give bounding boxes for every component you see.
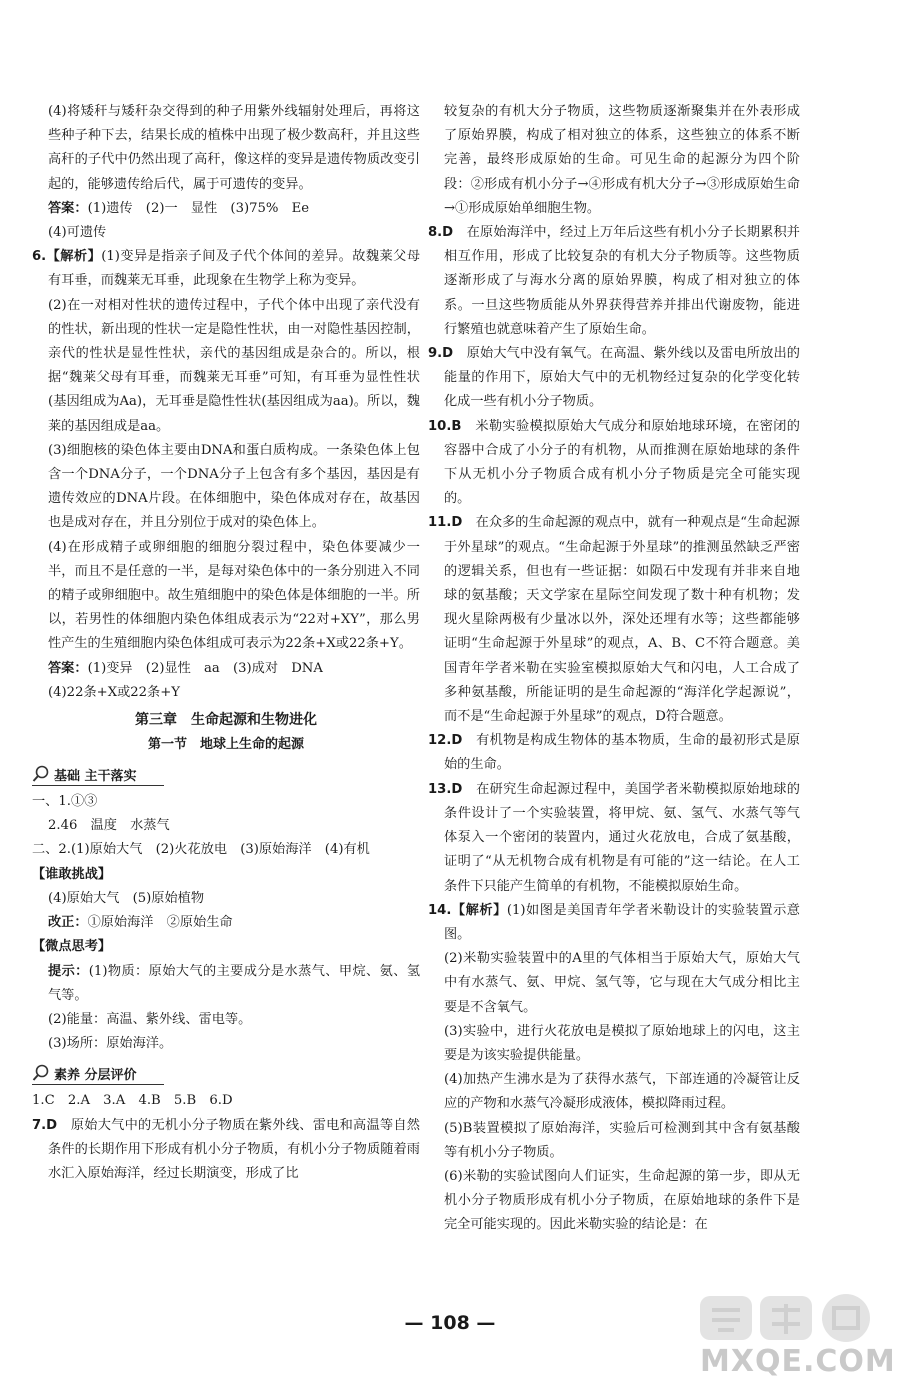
paragraph-text: 较复杂的有机大分子物质，这些物质逐渐聚集并在外表形成了原始界膜，构成了相对独立的体系，这些独立的体系不断完善，最终形成原始的生命。可见生命的起源分为四个阶段：②形成有机小分子→④形成有机大分子→③形成原始生命→①形成原始单细胞生物。 <box>444 104 800 216</box>
paragraph <box>428 1068 800 1116</box>
question-label: 8.D <box>428 225 454 241</box>
paragraph <box>32 681 420 705</box>
paragraph <box>428 511 800 729</box>
paragraph <box>428 778 800 899</box>
paragraph-text: 米勒实验模拟原始大气成分和原始地球环境，在密闭的容器中合成了小分子的有机物，从而推测在原始地球的条件下从无机小分子物质合成有机小分子物质是完全可能实现的。 <box>444 418 800 507</box>
paragraph-text: (4)22条+X或22条+Y <box>48 684 180 700</box>
question-label: 11.D <box>428 515 463 531</box>
magnifier-icon <box>32 765 50 783</box>
section-bar-title: 基础 主干落实 <box>54 768 137 784</box>
paragraph <box>428 342 800 415</box>
paragraph <box>32 197 420 221</box>
section-marker: 【谁敢挑战】 <box>32 866 112 882</box>
section-bar <box>32 1062 164 1085</box>
paragraph-text: (4)将矮秆与矮秆杂交得到的种子用紫外线辐射处理后，再将这些种子种下去，结果长成的植株中出现了极少数高秆，并且这些高秆的子代中仍然出现了高秆，像这样的变异是遗传物质改变引起的，能够遗传给后代，属于可遗传的变异。 <box>48 104 420 192</box>
left-column <box>32 100 420 1186</box>
paragraph <box>32 221 420 245</box>
paragraph-text: 二、2.(1)原始大气 (2)火花放电 (3)原始海洋 (4)有机 <box>32 842 370 858</box>
section-bar-title: 素养 分层评价 <box>54 1067 137 1083</box>
watermark-logo-icon <box>698 1290 888 1346</box>
paragraph-text: (3)实验中，进行火花放电是模拟了原始地球上的闪电，这主要是为该实验提供能量。 <box>444 1023 800 1063</box>
question-label: 14.【解析】 <box>428 902 507 918</box>
question-label: 答案： <box>48 200 88 216</box>
paragraph-text: (5)B装置模拟了原始海洋，实验后可检测到其中含有氨基酸等有机小分子物质。 <box>444 1120 800 1160</box>
chapter-title: 第三章 生命起源和生物进化 <box>135 712 317 729</box>
paragraph-text: (4)可遗传 <box>48 225 107 241</box>
question-label: 13.D <box>428 781 463 797</box>
paragraph-text: (1)遗传 (2)一 显性 (3)75% Ee <box>87 200 310 216</box>
paragraph <box>32 100 420 197</box>
paragraph <box>428 1117 800 1165</box>
paragraph-text: (1)如图是美国青年学者米勒设计的实验装置示意图。 <box>444 902 800 942</box>
paragraph-text: (1)物质：原始大气的主要成分是水蒸气、甲烷、氨、氢气等。 <box>48 963 421 1003</box>
paragraph-text: 在研究生命起源过程中，美国学者米勒模拟原始地球的条件设计了一个实验装置，将甲烷、氨、氢气、水蒸气等气体泵入一个密闭的装置内，通过火花放电，合成了氨基酸，证明了“从无机物合成有机物是有可能的”这一结论。在人工条件下只能产生简单的有机物，不能模拟原始生命。 <box>444 781 800 894</box>
question-label: 10.B <box>428 418 462 434</box>
paragraph <box>32 814 420 838</box>
section-marker: 【微点思考】 <box>32 939 112 955</box>
paragraph-text: (1)变异是指亲子间及子代个体间的差异。故魏莱父母有耳垂，而魏莱无耳垂，此现象在生物学上称为变异。 <box>48 249 421 289</box>
paragraph <box>428 899 800 947</box>
question-label: 改正： <box>48 915 88 931</box>
right-column <box>428 100 800 1238</box>
paragraph-text: (6)米勒的实验试图向人们证实，生命起源的第一步，即从无机小分子物质形成有机小分子物质，在原始地球的条件下是完全可能实现的。因此米勒实验的结论是：在 <box>444 1168 800 1233</box>
paragraph <box>428 947 800 1020</box>
paragraph <box>32 887 420 911</box>
paragraph-text: (4)在形成精子或卵细胞的细胞分裂过程中，染色体要减少一半，而且不是任意的一半，是每对染色体中的一条分别进入不同的精子或卵细胞中。故生殖细胞中的染色体是体细胞的一半。所以，若男性的体细胞内染色体组成表示为“22对+XY”，那么男性产生的生殖细胞内染色体组成可表示为22条+X或22条+Y。 <box>48 539 420 652</box>
question-label: 6.【解析】 <box>32 249 102 265</box>
paragraph <box>428 1020 800 1068</box>
paragraph <box>32 657 420 681</box>
paragraph-text: (2)米勒实验装置中的A里的气体相当于原始大气，原始大气中有水蒸气、氨、甲烷、氢气等，它与现在大气成分相比主要是不含氧气。 <box>444 951 800 1015</box>
paragraph <box>32 245 420 293</box>
paragraph <box>32 863 420 887</box>
paragraph <box>428 1165 800 1238</box>
question-label: 12.D <box>428 733 463 749</box>
section-bar <box>32 763 164 786</box>
paragraph <box>32 935 420 959</box>
paragraph-text: 原始大气中没有氧气。在高温、紫外线以及雷电所放出的能量的作用下，原始大气中的无机物经过复杂的化学变化转化成一些有机小分子物质。 <box>444 346 800 410</box>
paragraph-text: (2)在一对相对性状的遗传过程中，子代个体中出现了亲代没有的性状，新出现的性状一定是隐性性状，由一对隐性基因控制，亲代的性状是显性性状，亲代的基因组成是杂合的。所以，根据“魏莱父母有耳垂，而魏莱无耳垂”可知，有耳垂为显性性状(基因组成为Aa)，无耳垂是隐性性状(基因组成为aa)。所以，魏莱的基因组成是aa。 <box>48 297 420 434</box>
paragraph <box>428 221 800 342</box>
paragraph <box>32 1089 420 1113</box>
paragraph <box>32 911 420 935</box>
paragraph-text: 有机物是构成生物体的基本物质，生命的最初形式是原始的生命。 <box>444 733 800 773</box>
paragraph <box>32 838 420 862</box>
paragraph-text: (3)场所：原始海洋。 <box>48 1036 173 1052</box>
paragraph-text: 在众多的生命起源的观点中，就有一种观点是“生命起源于外星球”的观点。“生命起源于外星球”的推测虽然缺乏严密的逻辑关系，但也有一些证据：如陨石中发现有并非来自地球的氨基酸；天文学家在星际空间发现了数十种有机物；发现火星除两极有少量冰以外，深处还埋有水等；这些都能够证明“生命起源于外星球”的观点，A、B、C不符合题意。美国青年学者米勒在实验室模拟原始大气和闪电，人工合成了多种氨基酸，所能证明的是生命起源的“海洋化学起源说”，而不是“生命起源于外星球”的观点，D符合题意。 <box>444 515 800 725</box>
magnifier-icon <box>32 1064 50 1082</box>
paragraph-text: 在原始海洋中，经过上万年后这些有机小分子长期累积并相互作用，形成了比较复杂的有机大分子物质等。这些物质逐渐形成了与海水分离的原始界膜，构成了相对独立的体系。一旦这些物质能从外界获得营养并排出代谢废物，能进行繁殖也就意味着产生了原始生命。 <box>444 225 800 337</box>
paragraph-text: ①原始海洋 ②原始生命 <box>87 915 233 931</box>
paragraph <box>32 536 420 657</box>
page-number: — 108 — <box>404 1312 496 1334</box>
paragraph <box>32 439 420 536</box>
paragraph <box>32 1032 420 1056</box>
watermark <box>694 1290 894 1386</box>
paragraph <box>32 1008 420 1032</box>
paragraph-text: (3)细胞核的染色体主要由DNA和蛋白质构成。一条染色体上包含一个DNA分子，一个DNA分子上包含有多个基因，基因是有遗传效应的DNA片段。在体细胞中，染色体成对存在，故基因也是成对存在，并且分别位于成对的染色体上。 <box>48 442 420 531</box>
paragraph-text: (1)变异 (2)显性 aa (3)成对 DNA <box>87 660 323 676</box>
paragraph-text: (2)能量：高温、紫外线、雷电等。 <box>48 1011 252 1027</box>
paragraph <box>32 790 420 814</box>
paragraph <box>428 729 800 777</box>
paragraph <box>32 1114 420 1187</box>
paragraph-text: 1.C 2.A 3.A 4.B 5.B 6.D <box>32 1093 233 1109</box>
question-label: 提示： <box>48 963 89 979</box>
question-label: 答案： <box>48 660 88 676</box>
paragraph <box>32 960 420 1008</box>
section-title: 第一节 地球上生命的起源 <box>147 737 304 753</box>
watermark-text: MXQE.COM <box>700 1344 896 1379</box>
paragraph <box>32 294 420 439</box>
paragraph <box>428 100 800 221</box>
question-label: 9.D <box>428 346 454 362</box>
paragraph-text: 2.46 温度 水蒸气 <box>48 818 170 834</box>
paragraph-text: (4)加热产生沸水是为了获得水蒸气，下部连通的冷凝管让反应的产物和水蒸气冷凝形成液体，模拟降雨过程。 <box>444 1072 800 1112</box>
paragraph <box>428 415 800 512</box>
paragraph-text: 原始大气中的无机小分子物质在紫外线、雷电和高温等自然条件的长期作用下形成有机小分子物质，有机小分子物质随着雨水汇入原始海洋，经过长期演变，形成了比 <box>48 1117 420 1181</box>
paragraph-text: (4)原始大气 (5)原始植物 <box>48 890 205 906</box>
paragraph-text: 一、1.①③ <box>32 794 98 810</box>
question-label: 7.D <box>32 1117 58 1133</box>
